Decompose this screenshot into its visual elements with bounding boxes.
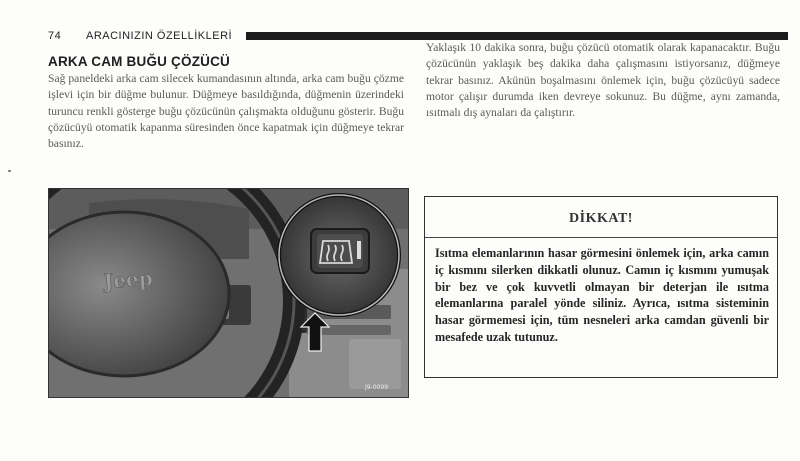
warning-divider bbox=[425, 237, 777, 238]
left-column bbox=[48, 71, 404, 152]
indicator-light bbox=[357, 241, 361, 259]
scan-speck bbox=[8, 170, 11, 172]
warning-title: DİKKAT! bbox=[569, 211, 633, 226]
right-paragraph: Yaklaşık 10 dakika sonra, buğu çözücü otomatik olarak kapanacaktır. Buğu çözücünün yaklaşık beş dakika daha çalışmasını istiyorsanız, düğmeye tekrar basınız. Akünün boşalmasını önlemek için, buğu çözücüyü sadece motor çalışır durumda iken devreye sokunuz. Bu düğme, aynı zamanda, ısıtmalı dış aynaları da çalıştırır. bbox=[426, 41, 780, 120]
left-paragraph: Sağ paneldeki arka cam silecek kumandasının altında, arka cam buğu çözme işlevi için bir düğme bulunur. Düğmeye basıldığında, düğmenin üzerindeki turuncu renkli gösterge buğu çözücünün çalışmakta olduğunu gösterir. Buğu çözücüyü otomatik kapanma süresinden önce kapatmak için düğmeye tekrar basınız. bbox=[48, 72, 404, 151]
article-heading: ARKA CAM BUĞU ÇÖZÜCÜ bbox=[48, 54, 230, 69]
right-column bbox=[426, 40, 780, 121]
jeep-logo: Jeep bbox=[102, 266, 154, 294]
dashboard-photo bbox=[48, 188, 409, 398]
dashboard-illustration bbox=[49, 189, 408, 397]
warning-text: Isıtma elemanlarının hasar görmesini önlemek için, arka camın iç kısmını silerken dikkatli olunuz. Camın iç kısmını yumuşak bir bez ve çok kuvvetli olmayan bir deterjan ile ısıtma elemanlarına paralel yönde siliniz. Ayrıca, ısıtma sisteminin hasar görmemesi için, tüm nesneleri arka camdan güvenli bir mesafede uzak tutunuz. bbox=[435, 246, 769, 344]
figure-code: J9-0099 bbox=[365, 384, 389, 391]
header-rule bbox=[246, 32, 788, 40]
warning-box bbox=[424, 196, 778, 378]
page-number: 74 bbox=[48, 30, 62, 42]
section-title: ARACINIZIN ÖZELLİKLERİ bbox=[86, 30, 233, 42]
